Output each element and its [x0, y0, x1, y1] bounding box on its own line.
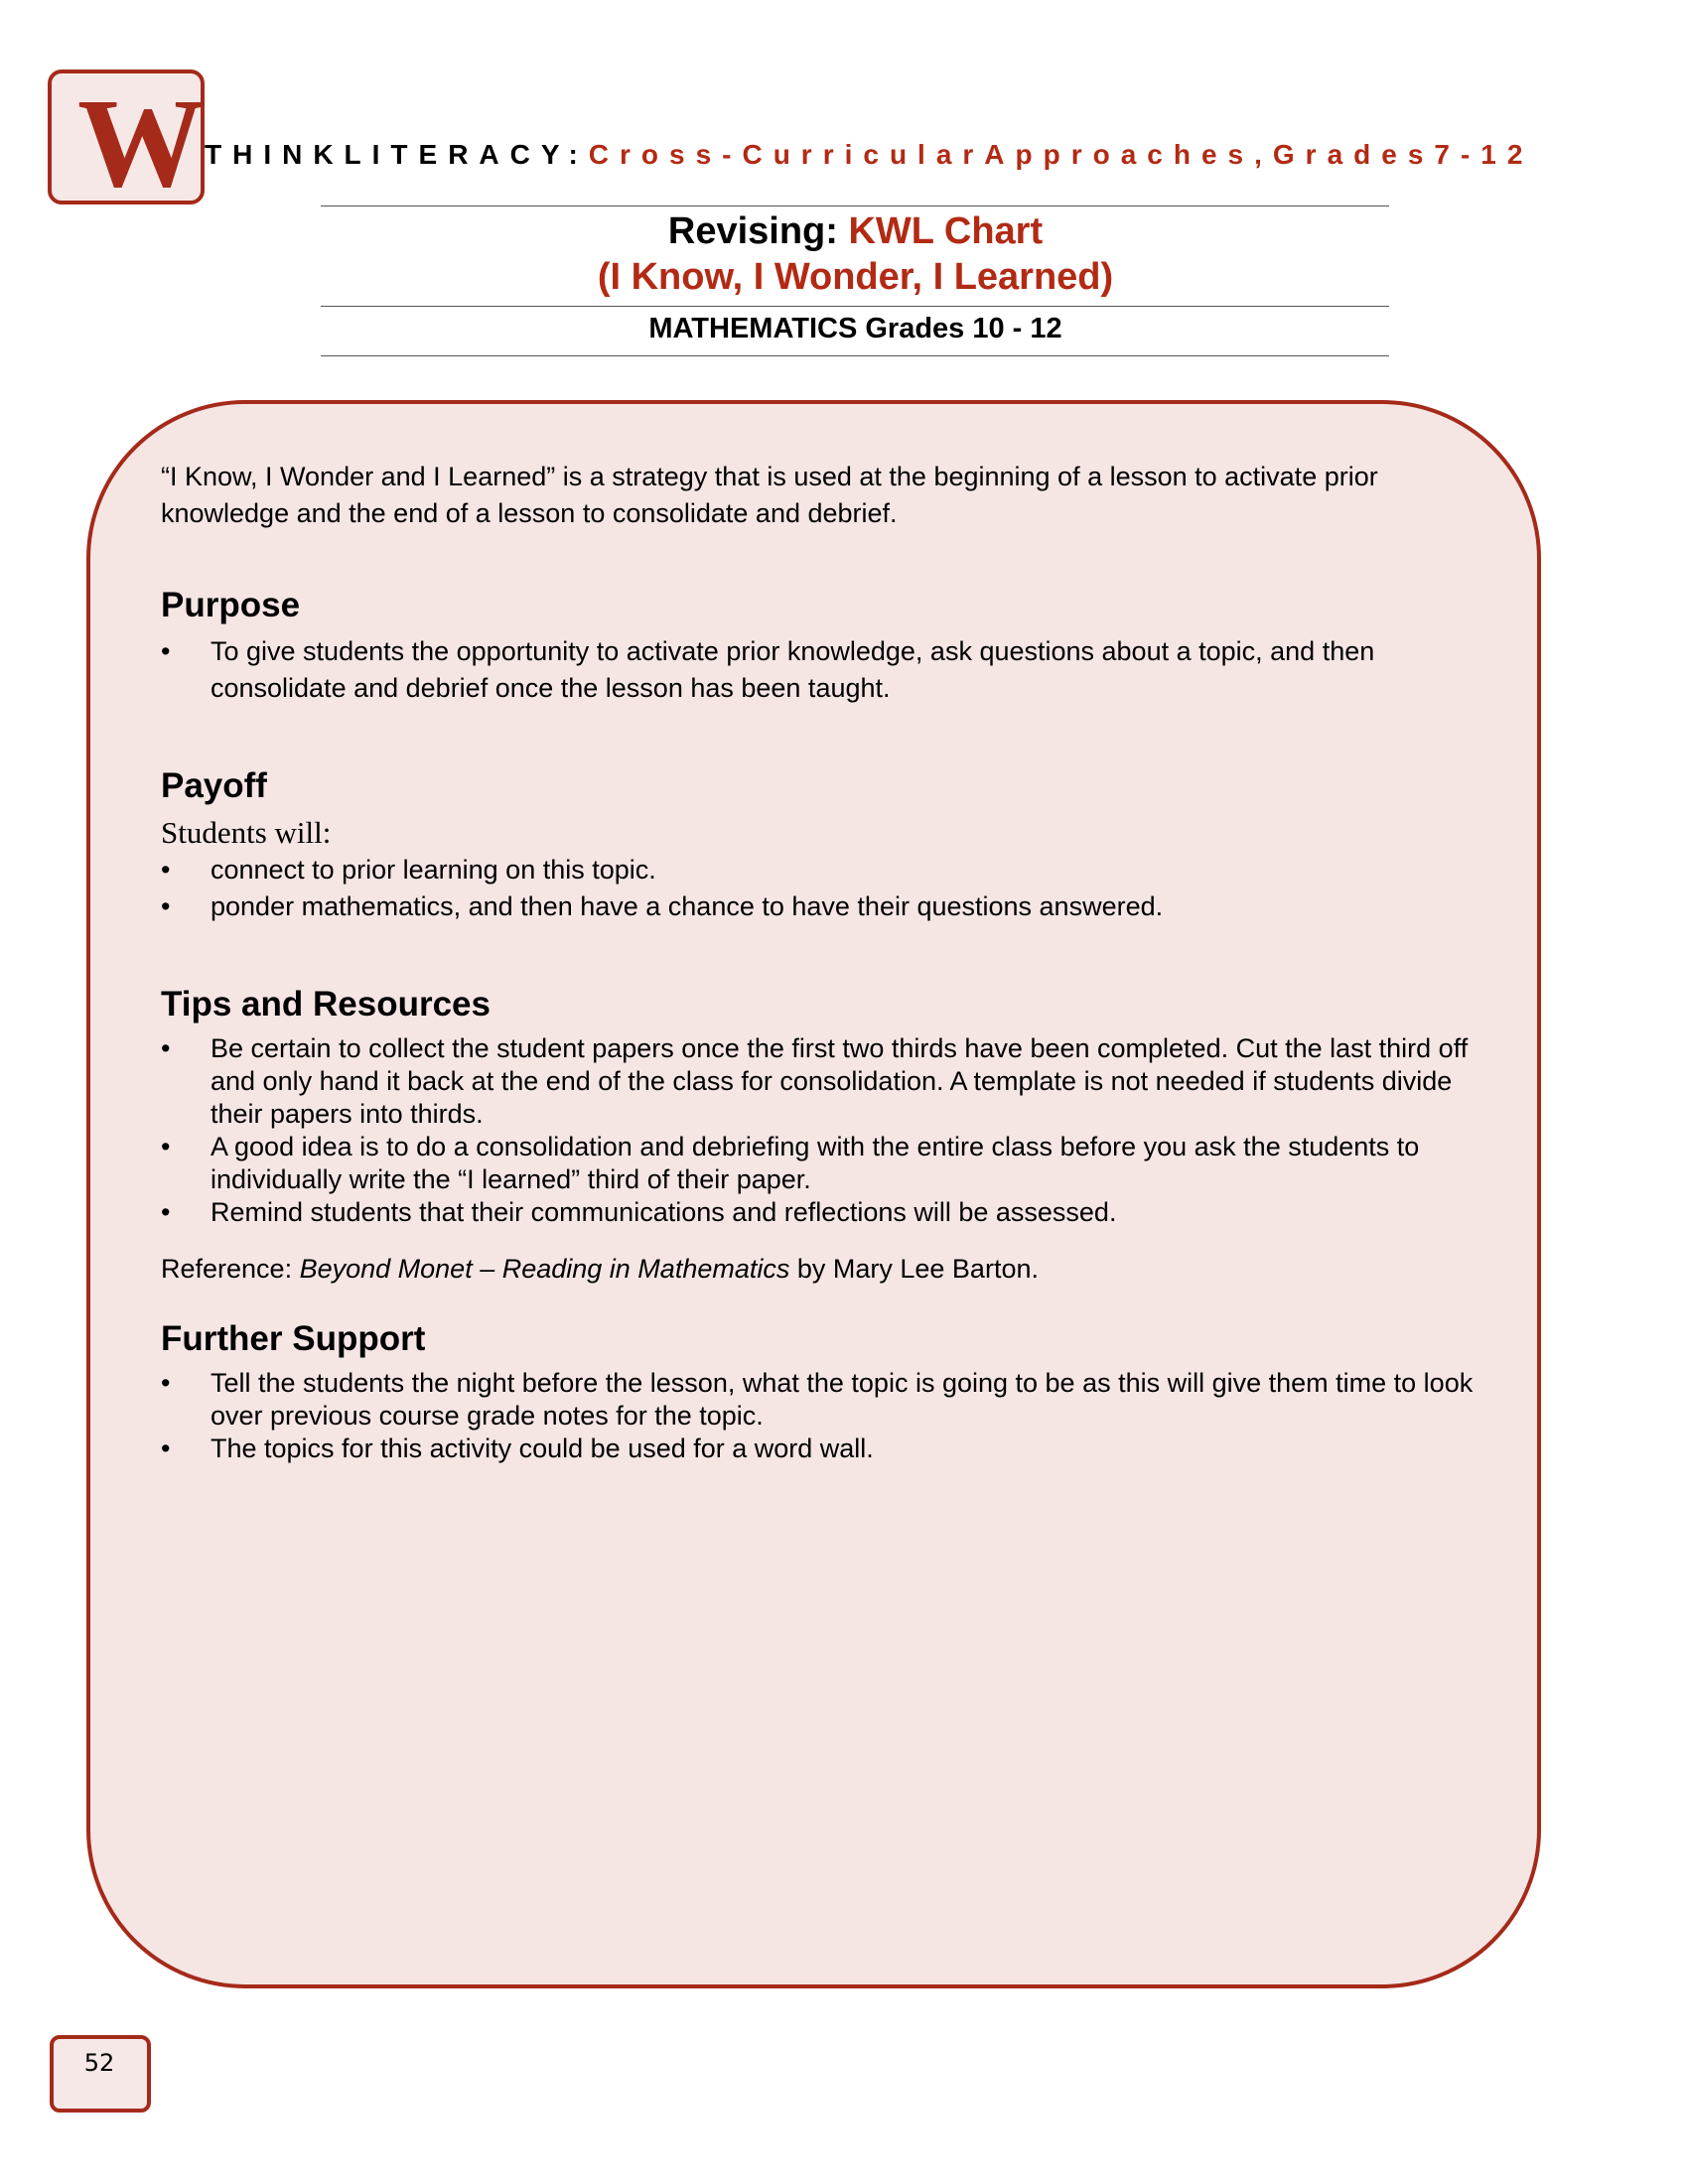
- title-name: KWL Chart: [848, 210, 1044, 252]
- support-item: • Tell the students the night before the lesson, what the topic is going to be as this will give them time to look over previous course grade notes for the topic.: [161, 1367, 1481, 1433]
- page-title: [321, 210, 1390, 253]
- reference-label: Reference:: [161, 1254, 300, 1284]
- payoff-lead: Students will:: [161, 815, 332, 850]
- support-heading: Further Support: [161, 1319, 426, 1358]
- support-item: • The topics for this activity could be used for a word wall.: [161, 1433, 1481, 1465]
- page-number: 52: [83, 2049, 115, 2077]
- purpose-section: [161, 584, 1481, 707]
- payoff-list: [161, 852, 1481, 925]
- purpose-heading: Purpose: [161, 586, 301, 624]
- content-body: [161, 459, 1481, 1465]
- tips-list: [161, 1032, 1481, 1229]
- tips-heading: Tips and Resources: [161, 985, 491, 1024]
- payoff-item: • connect to prior learning on this topic.: [161, 852, 1481, 888]
- intro-paragraph: “I Know, I Wonder and I Learned” is a strategy that is used at the beginning of a lesson to activate prior knowledge and the end of a lesson to consolidate and debrief.: [161, 462, 1378, 528]
- payoff-section: [161, 764, 1481, 925]
- series-title: THINKLITERACY:: [205, 139, 589, 170]
- payoff-heading: Payoff: [161, 766, 267, 805]
- payoff-item: • ponder mathematics, and then have a chance to have their questions answered.: [161, 888, 1481, 925]
- title-prefix: Revising:: [667, 210, 849, 252]
- reference-line: [161, 1251, 1481, 1288]
- logo-letter: W: [77, 72, 205, 213]
- tips-section: [161, 983, 1481, 1288]
- reference-author: by Mary Lee Barton.: [789, 1254, 1039, 1284]
- subject-line: MATHEMATICS Grades 10 - 12: [648, 313, 1062, 344]
- page-subtitle: (I Know, I Wonder, I Learned): [597, 256, 1114, 298]
- title-rule-top: [321, 205, 1389, 206]
- series-header: [205, 139, 1533, 171]
- series-subtitle: Cross-CurricularApproaches,Grades7-12: [588, 139, 1534, 170]
- purpose-item: • To give students the opportunity to activate prior knowledge, ask questions about a topic, and then consolidate and debrief once the lesson has been taught.: [161, 633, 1481, 707]
- support-section: [161, 1317, 1481, 1465]
- tips-item: • A good idea is to do a consolidation and debriefing with the entire class before you ask the students to individually write the “I learned” third of their paper.: [161, 1131, 1481, 1196]
- support-list: [161, 1367, 1481, 1465]
- tips-item: • Remind students that their communications and reflections will be assessed.: [161, 1196, 1481, 1229]
- tips-item: • Be certain to collect the student papers once the first two thirds have been completed. Cut the last third off and only hand it back at the end of the class for consolidation. A template is not needed if students divide their papers into thirds.: [161, 1032, 1481, 1131]
- purpose-list: [161, 633, 1481, 707]
- reference-title: Beyond Monet – Reading in Mathematics: [299, 1254, 790, 1284]
- title-rule-bottom: [321, 355, 1389, 356]
- title-rule-middle: [321, 306, 1389, 307]
